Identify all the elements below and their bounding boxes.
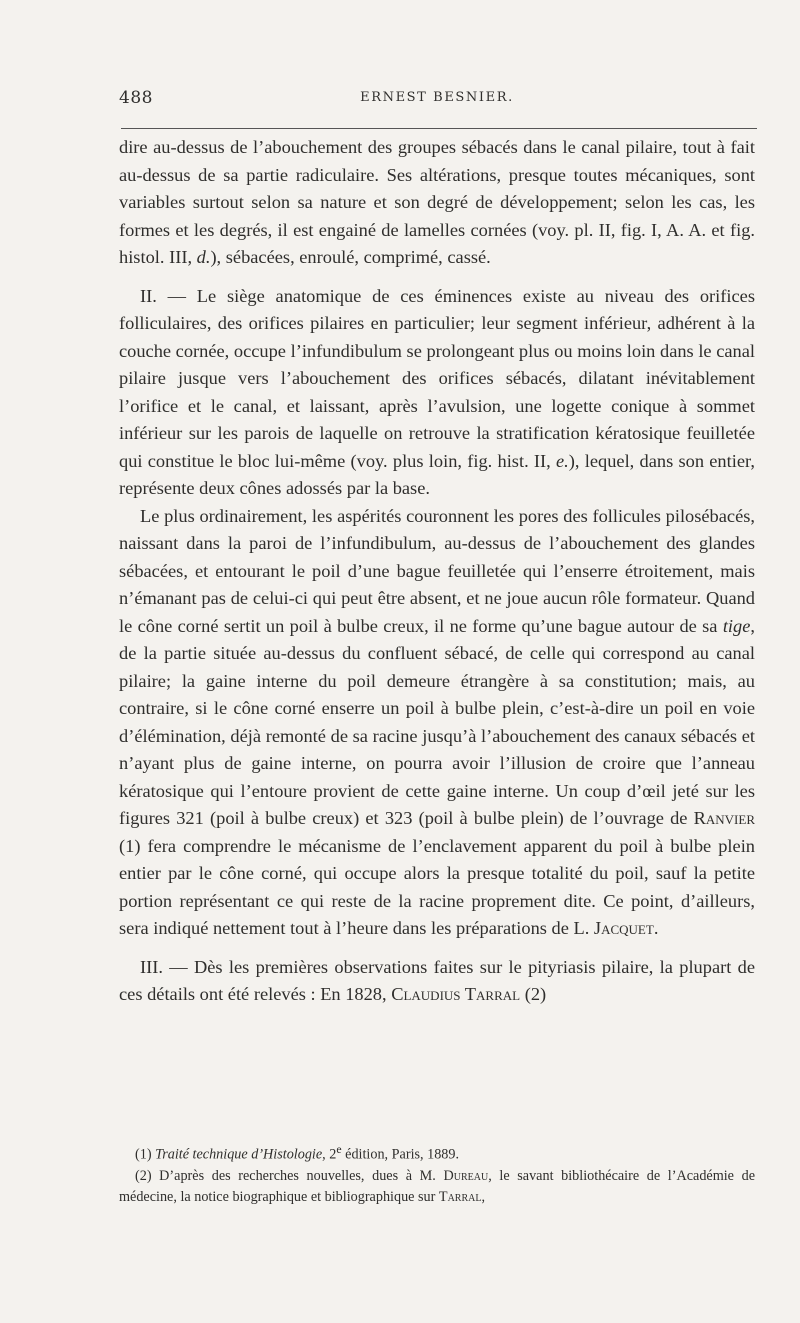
author-name: Dureau (443, 1167, 489, 1184)
author-name: L. Jacquet (573, 918, 654, 938)
author-name: Ranvier (693, 808, 755, 828)
paragraph-continuation: dire au-dessus de l’abouchement des groupes sébacés dans le canal pilaire, tout à fait au-dessus de sa partie radiculaire. Ses altérations, presque toutes mécaniques, sont variables surtout selon sa nature et son degré de développement; selon les cas, les formes et les degrés, il est engainé de lamelles cornées (voy. pl. II, fig. I, A. A. et fig. histol. III, d.), sébacées, enroulé, comprimé, cassé. (119, 137, 755, 267)
footnote-2: (2) D’après des recherches nouvelles, dues à M. Dureau, le savant bibliothécaire de l’Académie de médecine, la notice biographique et bibliographique sur Tarral, (119, 1167, 756, 1205)
footnotes (119, 1139, 755, 1208)
header-rule (121, 128, 757, 129)
author-name: Tarral (438, 1188, 482, 1205)
body-text (119, 134, 755, 1009)
section-iii-paragraph: III. — Dès les premières observations faites sur le pityriasis pilaire, la plupart de ces détails ont été relevés : En 1828, Claudius Tarral (2) (119, 956, 755, 1004)
page-number: 488 (119, 88, 153, 108)
page-header (119, 88, 755, 114)
footnote-1: (1) Traité technique d’Histologie, 2e édition, Paris, 1889. (135, 1142, 460, 1163)
section-ii-paragraph: II. — Le siège anatomique de ces éminences existe au niveau des orifices folliculaires, des orifices pilaires en particulier; leur segment inférieur, adhérent à la couche cornée, occupe l’infundibulum se prolongeant plus ou moins loin dans le canal pilaire jusque vers l’abouchement des orifices sébacés, dilatant inévitablement l’orifice et le canal, et laissant, après l’avulsion, une logette conique à sommet inférieur sur les parois de laquelle on retrouve la stratification kératosique feuilletée qui constitue le bloc lui-même (voy. plus loin, fig. hist. II, e.), lequel, dans son entier, représente deux cônes adossés par la base. (119, 285, 755, 498)
author-name: Claudius Tarral (391, 984, 521, 1004)
running-head: ERNEST BESNIER. (360, 90, 514, 105)
paragraph: Le plus ordinairement, les aspérités couronnent les pores des follicules pilosébacés, naissant dans la paroi de l’infundibulum, au-dessus de l’abouchement des glandes sébacées, et entourant le poil d’une bague feuilletée qui l’enserre étroitement, mais n’émanant pas de celui-ci qui peut être absent, et ne joue aucun rôle formateur. Quand le cône corné sertit un poil à bulbe creux, il ne forme qu’une bague autour de sa tige, de la partie située au-dessus du confluent sébacé, de celle qui correspond au canal pilaire; la gaine interne du poil demeure étrangère à sa constitution; mais, au contraire, si le cône corné enserre un poil à bulbe plein, c’est-à-dire un poil en voie d’élémination, déjà remonté de sa racine jusqu’à l’abouchement des canaux sébacés et n’ayant plus de gaine interne, on pourra avoir l’illusion de croire que l’anneau kératosique qui l’entoure provient de cette gaine interne. Un coup d’œil jeté sur les figures 321 (poil à bulbe creux) et 323 (poil à bulbe plein) de l’ouvrage de Ranvier (1) fera comprendre le mécanisme de l’enclavement apparent du poil à bulbe plein entier par le cône corné, qui occupe alors la presque totalité du poil, sauf la petite portion représentant ce qui reste de la racine proprement dite. Ce point, d’ailleurs, sera indiqué nettement tout à l’heure dans les préparations de L. Jacquet. (119, 505, 755, 938)
